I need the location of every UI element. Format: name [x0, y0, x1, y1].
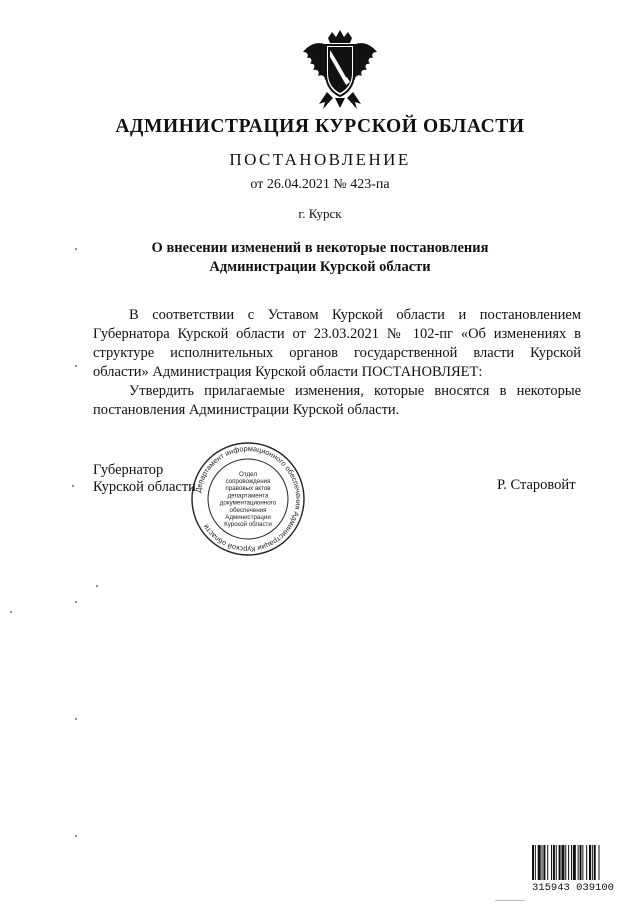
stamp-inner-line: Администрации	[225, 514, 271, 521]
barcode-bar	[565, 845, 566, 881]
body-line: Утвердить прилагаемые изменения, которые вносятся в некоторые	[129, 383, 581, 399]
signatory-position-line-1: Губернатор	[93, 462, 164, 478]
barcode-bar	[571, 845, 572, 881]
signatory-name: Р. Старовойт	[497, 477, 576, 493]
barcode-bar	[559, 845, 561, 881]
barcode-bar	[594, 845, 596, 881]
barcode-bar	[599, 845, 600, 881]
barcode-bar	[543, 845, 545, 881]
barcode-bar	[551, 845, 552, 881]
barcode-digits: 315943 039100	[532, 882, 614, 893]
scan-artifact-dot	[96, 585, 98, 587]
stamp-inner-line: обеспечения	[229, 506, 267, 514]
barcode-bar	[592, 845, 593, 881]
document-city: г. Курск	[298, 206, 342, 221]
barcode-bar	[556, 845, 557, 881]
body-line: области» Администрация Курской области ПОСТАНОВЛЯЕТ:	[93, 364, 483, 380]
organization-title: АДМИНИСТРАЦИЯ КУРСКОЙ ОБЛАСТИ	[115, 116, 525, 137]
stamp-inner-line: Отдел	[239, 470, 257, 478]
barcode-bar	[553, 845, 555, 881]
barcode-bar	[538, 845, 541, 881]
body-line: Губернатора Курской области от 23.03.2021 № 102-пг «Об изменениях в	[93, 326, 581, 342]
barcode-bar	[535, 845, 536, 881]
barcode-bar	[561, 845, 564, 881]
scan-artifact-dot	[10, 611, 12, 613]
stamp-inner-line: документационного	[219, 499, 277, 507]
document-type: ПОСТАНОВЛЕНИЕ	[229, 150, 411, 169]
stamp-inner-line: департамента	[227, 492, 269, 500]
signatory-position-line-2: Курской области	[93, 479, 196, 495]
scan-artifact-line	[495, 900, 525, 901]
barcode-bar	[532, 845, 534, 881]
scan-artifact-dot	[75, 248, 77, 250]
official-stamp	[189, 440, 307, 558]
body-paragraph-2	[93, 382, 581, 420]
body-line: постановления Администрации Курской области.	[93, 402, 400, 418]
stamp-outer-text: Департамент информационного обеспечения Администрации Курской области	[193, 443, 304, 555]
body-line: структуре исполнительных органов государственной власти Курской	[93, 345, 581, 361]
body-paragraph-1	[93, 306, 581, 382]
barcode	[531, 845, 615, 893]
scan-artifact-dot	[75, 601, 77, 603]
stamp-inner-line: Курской области	[224, 521, 272, 529]
body-line: В соответствии с Уставом Курской области и постановлением	[129, 307, 581, 323]
scan-artifact-dot	[75, 718, 77, 720]
scan-artifact-dot	[75, 365, 77, 367]
subject-line-1: О внесении изменений в некоторые постановления	[151, 240, 489, 256]
scan-artifact-dot	[75, 835, 77, 837]
scan-artifact-dot	[72, 485, 74, 487]
barcode-bar	[582, 845, 583, 881]
barcode-bar	[573, 845, 576, 881]
barcode-bar	[580, 845, 582, 881]
stamp-inner-line: сопровождения	[225, 478, 271, 485]
barcode-bar	[578, 845, 579, 881]
barcode-bar	[568, 845, 569, 881]
subject-line-2: Администрации Курской области	[209, 259, 431, 275]
barcode-bar	[547, 845, 548, 881]
stamp-inner-line: правовых актов	[225, 485, 271, 493]
barcode-bar	[542, 845, 543, 881]
barcode-bar	[589, 845, 591, 881]
document-date-number: от 26.04.2021 № 423-па	[250, 177, 390, 192]
barcode-bar	[586, 845, 587, 881]
coat-of-arms-icon	[301, 30, 379, 110]
